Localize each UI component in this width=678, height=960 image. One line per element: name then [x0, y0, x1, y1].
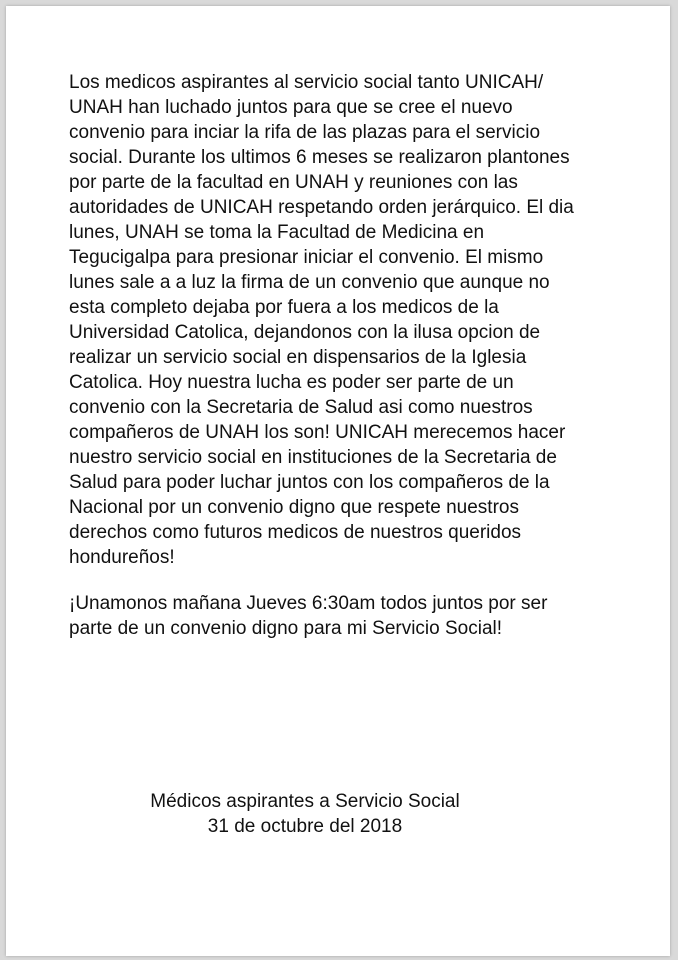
body-line: por parte de la facultad en UNAH y reuniones con las	[69, 172, 518, 193]
body-line: nuestro servicio social en instituciones de la Secretaria de	[69, 447, 557, 468]
body-line: convenio con la Secretaria de Salud asi como nuestros	[69, 397, 533, 418]
body-line: lunes sale a a luz la firma de un convenio que aunque no	[69, 272, 550, 293]
body-line: Nacional por un convenio digno que respete nuestros	[69, 497, 519, 518]
body-paragraph	[69, 70, 629, 570]
body-line: Catolica. Hoy nuestra lucha es poder ser parte de un	[69, 372, 514, 393]
call-line: parte de un convenio digno para mi Servicio Social!	[69, 618, 503, 639]
body-line: Universidad Catolica, dejandonos con la ilusa opcion de	[69, 322, 541, 343]
body-line: derechos como futuros medicos de nuestros queridos	[69, 522, 522, 543]
document-page	[6, 6, 670, 956]
body-line: UNAH han luchado juntos para que se cree el nuevo	[69, 97, 513, 118]
body-line: convenio para inciar la rifa de las plazas para el servicio	[69, 122, 541, 143]
body-line: lunes, UNAH se toma la Facultad de Medicina en	[69, 222, 485, 243]
signature-date: 31 de octubre del 2018	[207, 816, 403, 837]
body-line: esta completo dejaba por fuera a los medicos de la	[69, 297, 499, 318]
body-line: social. Durante los ultimos 6 meses se realizaron plantones	[69, 147, 570, 168]
call-line: ¡Unamonos mañana Jueves 6:30am todos juntos por ser	[69, 593, 548, 614]
call-to-action	[69, 591, 629, 641]
body-line: autoridades de UNICAH respetando orden jerárquico. El dia	[69, 197, 574, 218]
body-line: compañeros de UNAH los son! UNICAH merecemos hacer	[69, 422, 566, 443]
body-line: Los medicos aspirantes al servicio social tanto UNICAH/	[69, 72, 544, 93]
body-line: Tegucigalpa para presionar iniciar el convenio. El mismo	[69, 247, 544, 268]
body-line: hondureños!	[69, 547, 175, 568]
signature-block	[6, 789, 604, 839]
signature-name: Médicos aspirantes a Servicio Social	[150, 791, 460, 812]
body-line: Salud para poder luchar juntos con los compañeros de la	[69, 472, 550, 493]
body-line: realizar un servicio social en dispensarios de la Iglesia	[69, 347, 527, 368]
